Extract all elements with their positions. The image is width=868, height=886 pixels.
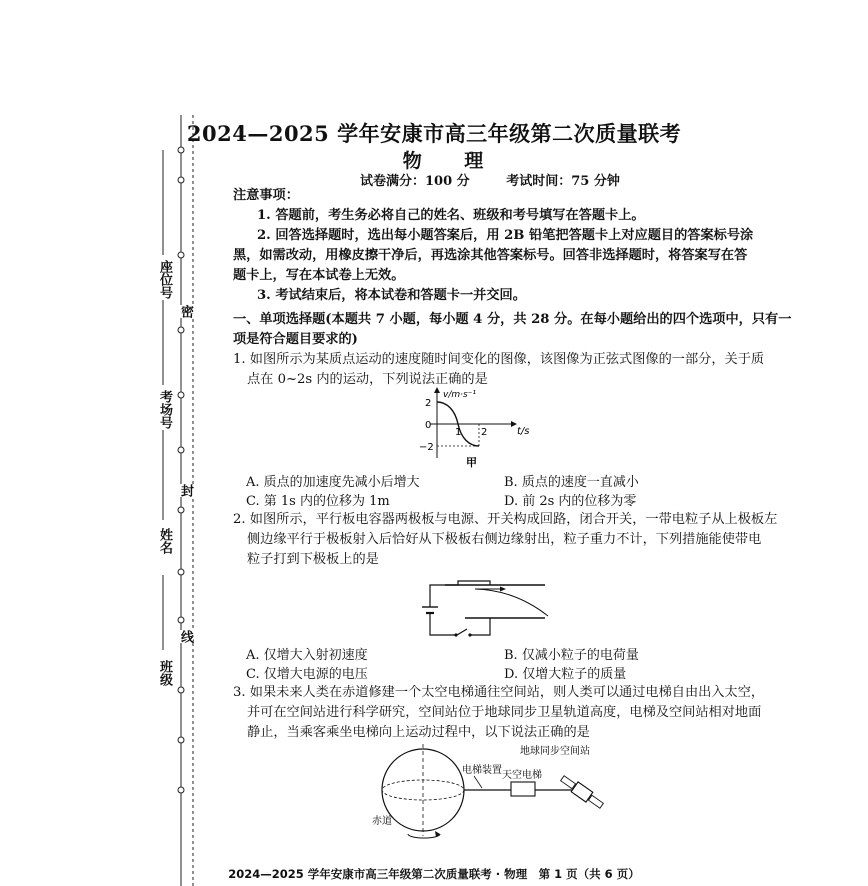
q1-v-label: v/m·s⁻¹: [443, 390, 477, 400]
exam-room-label: 考场号: [157, 390, 172, 429]
q1-t-label: t/s: [517, 426, 530, 437]
exam-time: 考试时间：75 分钟: [506, 174, 620, 189]
q1-stem-line1: 1. 如图所示为某质点运动的速度随时间变化的图像，该图像为正弦式图像的一部分，关于质: [233, 352, 765, 367]
q3-elevator-label: 天空电梯: [502, 770, 542, 781]
q3-device-label: 电梯装置: [462, 765, 502, 776]
q2-option-d: D. 仅增大粒子的质量: [504, 667, 627, 682]
q2-option-b: B. 仅减小粒子的电荷量: [504, 648, 639, 663]
q2-stem-line2: 侧边缘平行于极板射入后恰好从下极板右侧边缘射出，粒子重力不计，下列措施能使带电: [247, 532, 762, 547]
q2-stem-line3: 粒子打到下极板上的是: [247, 552, 379, 567]
page-footer: 2024—2025 学年安康市高三年级第二次质量联考 · 物理 第 1 页（共 6 页）: [228, 867, 640, 881]
q3-space-elevator-figure: [370, 742, 630, 844]
notice-item-1: 1. 答题前，考生务必将自己的姓名、班级和考号填写在答题卡上。: [257, 208, 645, 223]
q3-stem-line1: 3. 如果未来人类在赤道修建一个太空电梯通往空间站，则人类可以通过电梯自由出入太空，: [233, 685, 765, 700]
q1-option-a: A. 质点的加速度先减小后增大: [246, 475, 420, 490]
notice-item-2-line3: 题卡上，写在本试卷上无效。: [233, 268, 405, 283]
seal-mark-mi: 密: [178, 305, 193, 318]
q2-option-a: A. 仅增大入射初速度: [246, 648, 368, 663]
q1-option-c: C. 第 1s 内的位移为 1m: [246, 494, 390, 509]
section-1-line1: 一、单项选择题(本题共 7 小题，每小题 4 分，共 28 分。在每小题给出的四个选项中，只有一: [233, 312, 792, 327]
notice-item-2-line2: 黑，如需改动，用橡皮擦干净后，再选涂其他答案标号。回答非选择题时，将答案写在答: [233, 248, 748, 263]
notice-item-2-line1: 2. 回答选择题时，选出每小题答案后，用 2B 铅笔把答题卡上对应题目的答案标号涂: [257, 228, 754, 243]
q3-station-label: 地球同步空间站: [520, 746, 590, 757]
exam-title: 2024—2025 学年安康市高三年级第二次质量联考: [186, 121, 682, 146]
q1-x1: 1: [455, 427, 462, 438]
q1-y-pos: 2: [425, 398, 432, 409]
seal-mark-xian: 线: [178, 630, 193, 643]
q2-particle-path: [475, 589, 548, 616]
q2-switch: [457, 629, 467, 635]
q1-y-zero: 0: [425, 420, 432, 431]
q2-stem-line1: 2. 如图所示，平行板电容器两极板与电源、开关构成回路，闭合开关，一带电粒子从上极板左: [233, 512, 778, 527]
notice-heading: 注意事项：: [233, 188, 299, 203]
q1-option-d: D. 前 2s 内的位移为零: [504, 494, 637, 509]
q1-stem-line2: 点在 0~2s 内的运动，下列说法正确的是: [247, 372, 488, 387]
q3-equator-label: 赤道: [372, 816, 392, 827]
subject-title: 物 理: [402, 150, 502, 172]
q3-elevator-car: [511, 782, 535, 796]
q3-stem-line2: 并可在空间站进行科学研究，空间站位于地球同步卫星轨道高度，电梯及空间站相对地面: [247, 705, 762, 720]
q1-x2: 2: [481, 427, 488, 438]
name-label: 姓名: [157, 528, 172, 554]
seal-mark-feng: 封: [178, 484, 193, 497]
section-1-line2: 项是符合题目要求的): [233, 332, 358, 347]
q2-option-c: C. 仅增大电源的电压: [246, 667, 368, 682]
q1-caption: 甲: [466, 456, 477, 469]
q3-space-station: [559, 773, 605, 810]
q2-capacitor-circuit: [415, 565, 565, 645]
q1-option-b: B. 质点的速度一直减小: [504, 475, 639, 490]
q1-vt-graph: [410, 382, 540, 470]
q1-y-neg: −2: [419, 442, 434, 453]
seat-number-label: 座位号: [157, 260, 172, 299]
exam-meta: [360, 170, 652, 189]
class-label: 班级: [157, 660, 172, 686]
q3-stem-line3: 静止，当乘客乘坐电梯向上运动过程中，以下说法正确的是: [247, 725, 590, 740]
notice-item-3: 3. 考试结束后，将本试卷和答题卡一并交回。: [257, 288, 526, 303]
full-score: 试卷满分：100 分: [360, 174, 470, 189]
